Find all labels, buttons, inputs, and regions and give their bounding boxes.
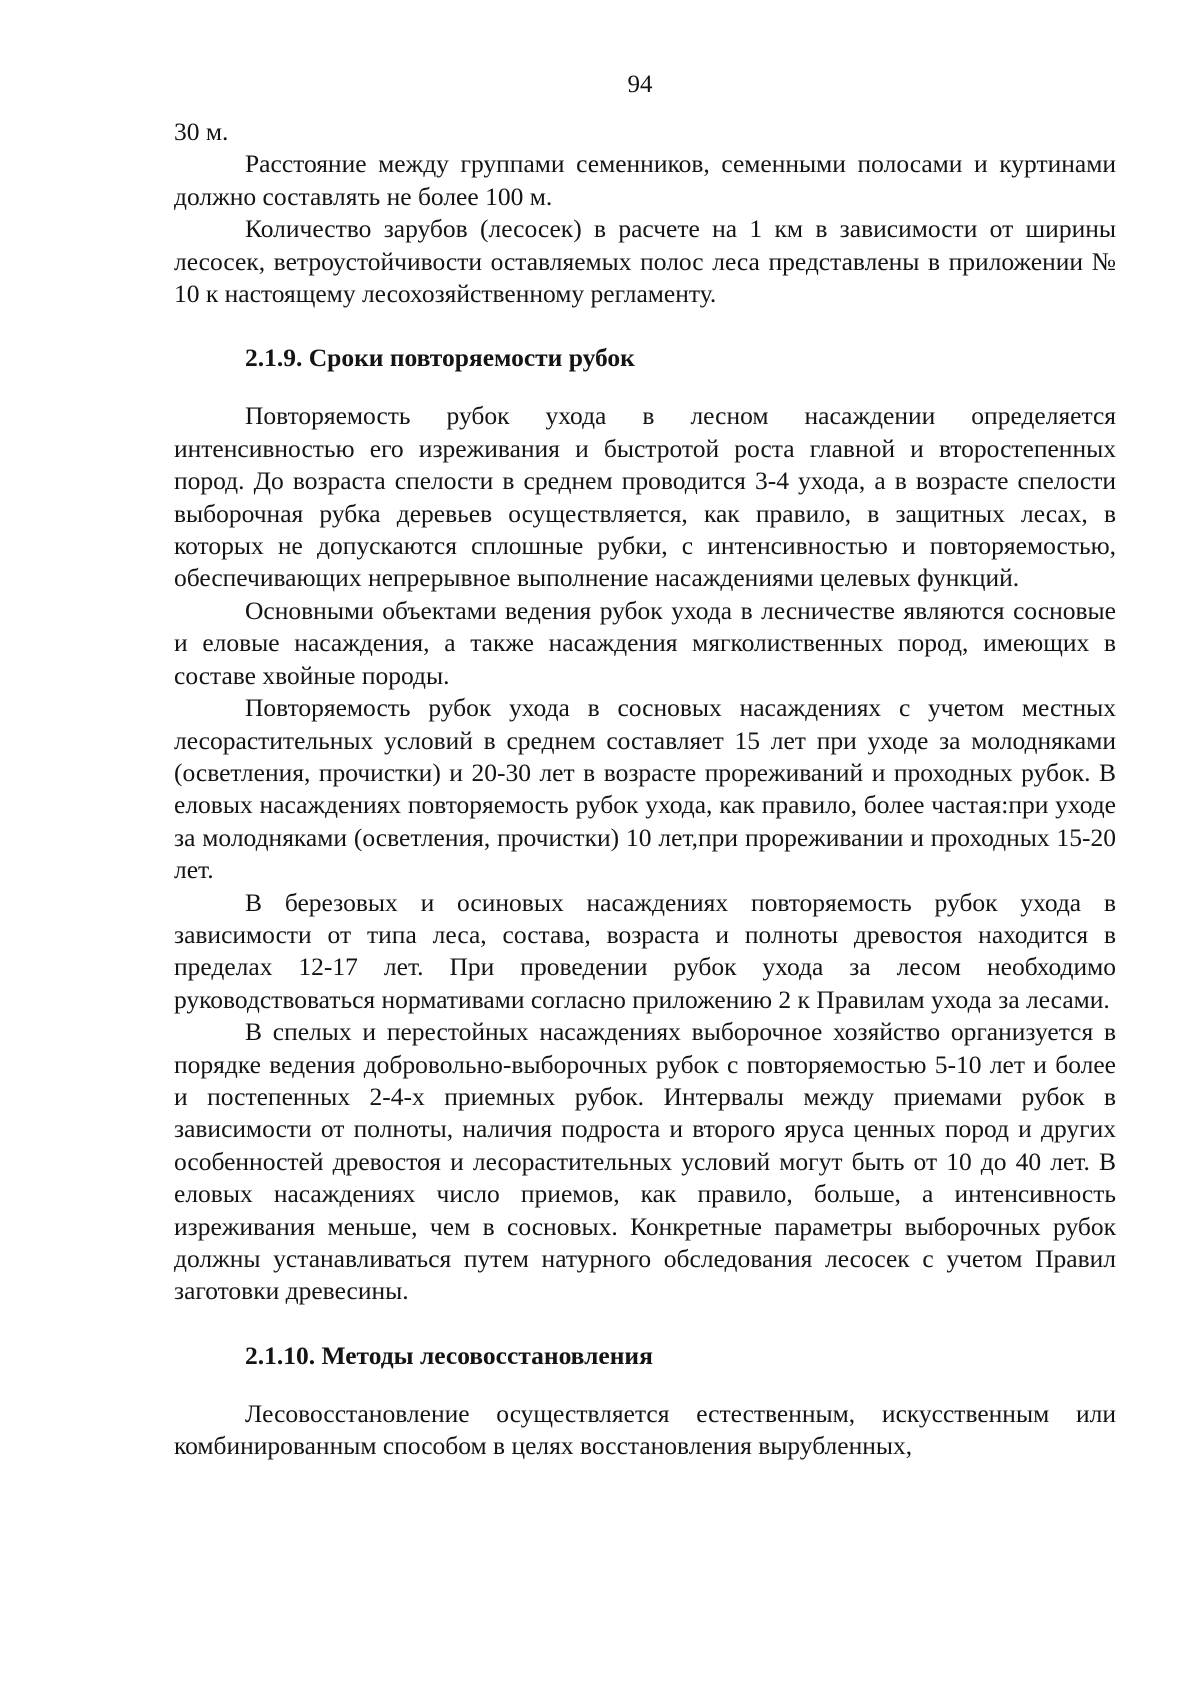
paragraph-selective: В спелых и перестойных насаждениях выборочное хозяйство организуется в порядке ведения добровольно-выборочных рубок с повторяемостью 5-10 лет и более и постепенных 2-4-х приемных рубок. Интервалы между приемами рубок в зависимости от полноты, наличия подроста и второго яруса ценных пород и других особенностей древостоя и лесорастительных условий могут быть от 10 до 40 лет. В еловых насаждениях число приемов, как правило, больше, а интенсивность изреживания меньше, чем в сосновых. Конкретные параметры выборочных рубок должны устанавливаться путем натурного обследования лесосек с учетом Правил заготовки древесины. (174, 1017, 1116, 1306)
paragraph-continuation: 30 м. (174, 117, 229, 146)
paragraph-reforestation: Лесовосстановление осуществляется естественным, искусственным или комбинированным способом в целях восстановления вырубленных, (174, 1398, 1116, 1461)
paragraph-pine-spruce: Повторяемость рубок ухода в сосновых насаждениях с учетом местных лесорастительных условий в среднем составляет 15 лет при уходе за молодняками (осветления, прочистки) и 20-30 лет в возрасте прореживаний и проходных рубок. В еловых насаждениях повторяемость рубок ухода, как правило, более частая:при уходе за молодняками (осветления, прочистки) 10 лет,при прореживании и проходных 15-20 лет. (174, 693, 1116, 885)
section-heading-2-1-10: 2.1.10. Методы лесовосстановления (245, 1340, 653, 1370)
section-heading-2-1-9: 2.1.9. Сроки повторяемости рубок (245, 343, 635, 373)
paragraph-birch-aspen: В березовых и осиновых насаждениях повторяемость рубок ухода в зависимости от типа леса, состава, возраста и полноты древостоя находится в пределах 12-17 лет. При проведении рубок ухода за лесом необходимо руководствоваться нормативами согласно приложению 2 к Правилам ухода за лесами. (174, 887, 1116, 1014)
page-number: 94 (627, 71, 653, 98)
paragraph-seed-distance: Расстояние между группами семенников, семенными полосами и куртинами должно составлять не более 100 м. (174, 149, 1116, 211)
document-body (174, 116, 1116, 1463)
paragraph-main-objects: Основными объектами ведения рубок ухода в лесничестве являются сосновые и еловые насаждения, а также насаждения мягколиственных пород, имеющих в составе хвойные породы. (174, 595, 1116, 690)
paragraph-cut-count: Количество зарубов (лесосек) в расчете на 1 км в зависимости от ширины лесосек, ветроустойчивости оставляемых полос леса представлены в приложении № 10 к настоящему лесохозяйственному регламенту. (174, 214, 1116, 309)
paragraph-care-repeat: Повторяемость рубок ухода в лесном насаждении определяется интенсивностью его изреживания и быстротой роста главной и второстепенных пород. До возраста спелости в среднем проводится 3-4 ухода, а в возрасте спелости выборочная рубка деревьев осуществляется, как правило, в защитных лесах, в которых не допускаются сплошные рубки, с интенсивностью и повторяемостью, обеспечивающих непрерывное выполнение насаждениями целевых функций. (174, 401, 1116, 593)
